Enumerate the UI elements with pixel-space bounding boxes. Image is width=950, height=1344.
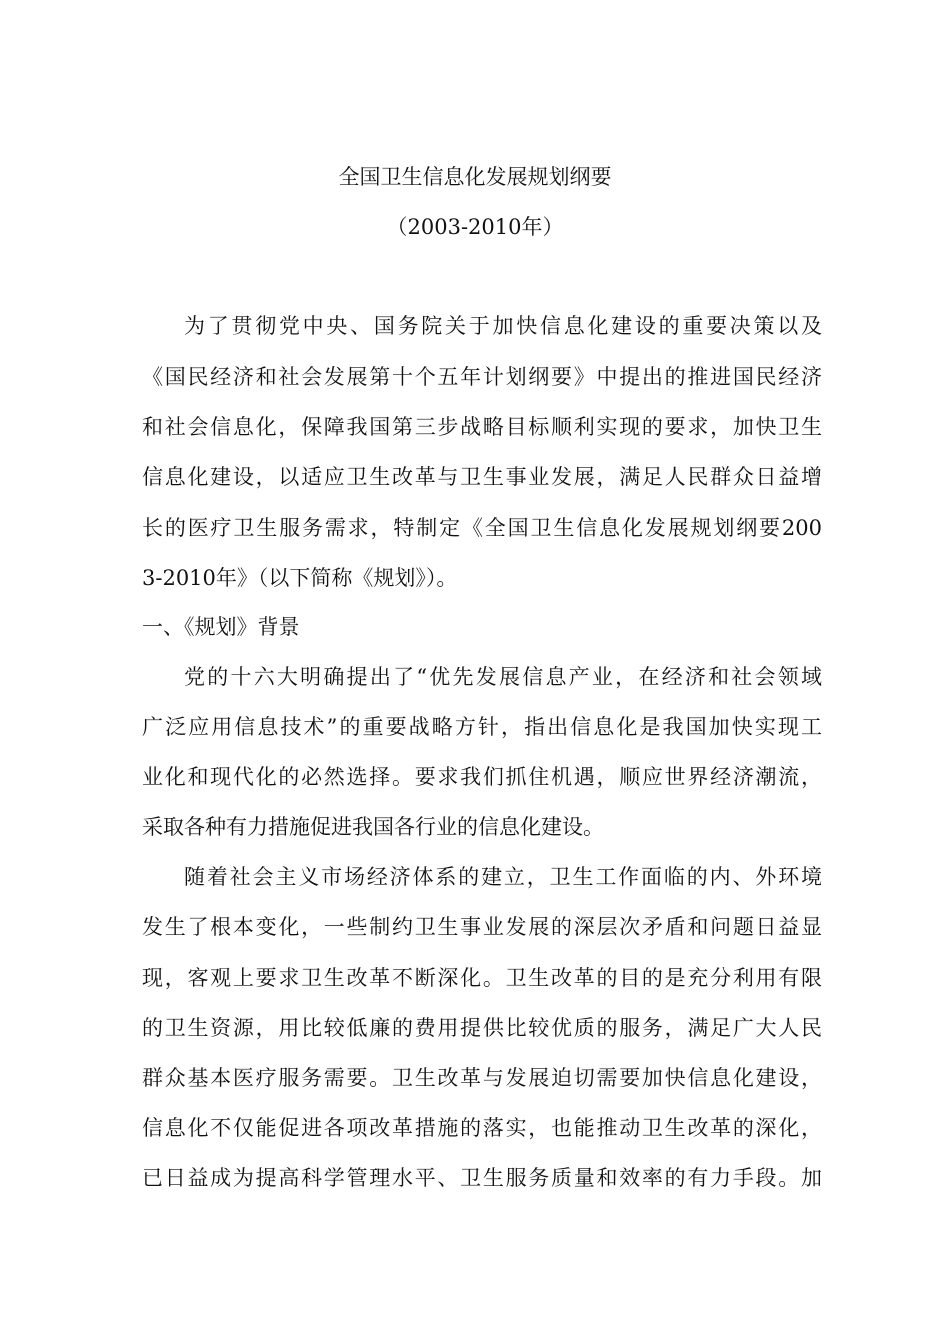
paragraph-line: 业化和现代化的必然选择。要求我们抓住机遇，顺应世界经济潮流， (142, 765, 822, 789)
paragraph-line: 的卫生资源，用比较低廉的费用提供比较优质的服务，满足广大人民 (142, 1016, 822, 1040)
paragraph-line: 信息化不仅能促进各项改革措施的落实，也能推动卫生改革的深化， (142, 1116, 822, 1140)
paragraph-line: 《国民经济和社会发展第十个五年计划纲要》中提出的推进国民经济 (142, 365, 822, 389)
paragraph-line: 广泛应用信息技术”的重要战略方针，指出信息化是我国加快实现工 (142, 715, 822, 739)
paragraph-line: 信息化建设，以适应卫生改革与卫生事业发展，满足人民群众日益增 (142, 465, 822, 489)
paragraph-line: 3-2010年》（以下简称《规划》）。 (142, 566, 458, 590)
section-heading: 一、《规划》背景 (142, 615, 300, 639)
paragraph-line: 发生了根本变化，一些制约卫生事业发展的深层次矛盾和问题日益显 (142, 915, 822, 939)
document-title: 全国卫生信息化发展规划纲要 (338, 165, 612, 189)
paragraph-line: 长的医疗卫生服务需求，特制定《全国卫生信息化发展规划纲要200 (142, 516, 822, 540)
paragraph-line: 采取各种有力措施促进我国各行业的信息化建设。 (142, 815, 604, 839)
paragraph-line: 和社会信息化，保障我国第三步战略目标顺利实现的要求，加快卫生 (142, 415, 822, 439)
paragraph-line: 群众基本医疗服务需要。卫生改革与发展迫切需要加快信息化建设， (142, 1066, 822, 1090)
paragraph-line: 随着社会主义市场经济体系的建立，卫生工作面临的内、外环境 (184, 865, 822, 889)
paragraph-line: 党的十六大明确提出了“优先发展信息产业，在经济和社会领域 (184, 665, 822, 689)
document-subtitle: （2003-2010年） (386, 215, 564, 239)
paragraph-line: 已日益成为提高科学管理水平、卫生服务质量和效率的有力手段。加 (142, 1166, 822, 1190)
paragraph-line: 为了贯彻党中央、国务院关于加快信息化建设的重要决策以及 (184, 314, 822, 338)
paragraph-line: 现，客观上要求卫生改革不断深化。卫生改革的目的是充分利用有限 (142, 966, 822, 990)
